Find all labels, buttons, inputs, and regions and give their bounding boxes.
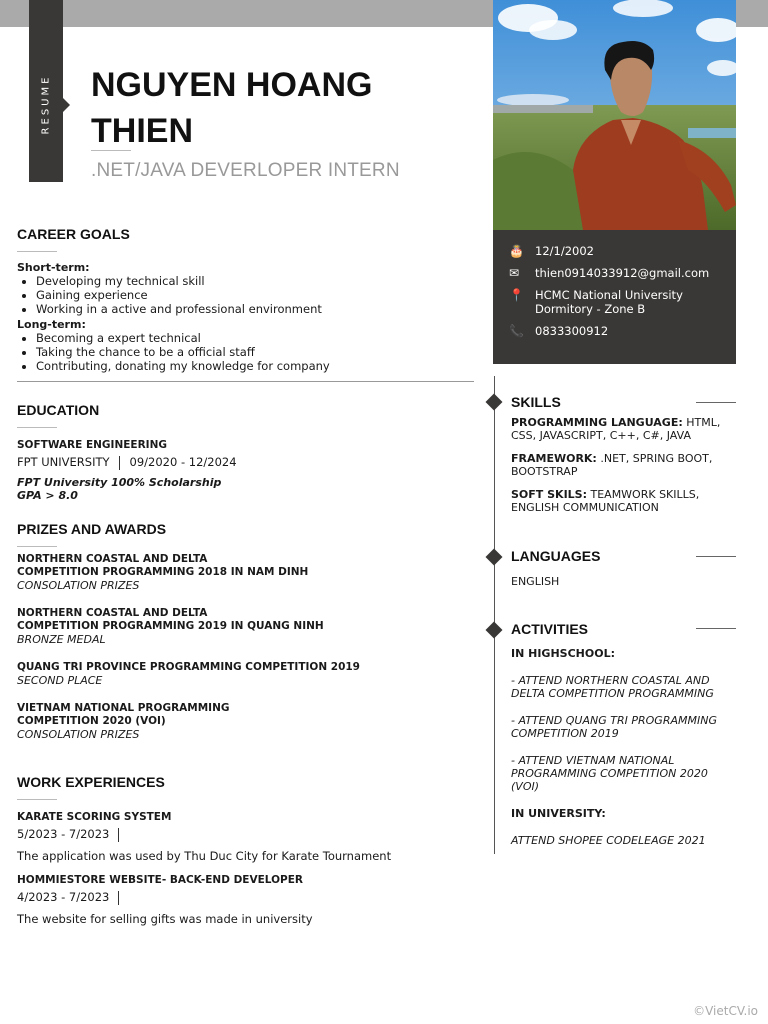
work-meta <box>17 890 477 905</box>
resume-label-box <box>29 62 63 146</box>
long-term-label: Long-term: <box>17 318 86 331</box>
work-item <box>17 811 477 863</box>
languages-rule <box>696 556 736 557</box>
work-item <box>17 874 477 926</box>
programming-skills <box>511 416 736 442</box>
address <box>535 288 683 316</box>
name-line-2: THIEN <box>91 112 193 150</box>
short-term-list <box>17 274 477 316</box>
activity-item: ATTEND SHOPEE CODELEAGE 2021 <box>511 834 706 847</box>
scholarship: FPT University 100% Scholarship <box>17 476 222 489</box>
prizes-title: PRIZES AND AWARDS <box>17 521 167 537</box>
gpa: GPA > 8.0 <box>17 489 78 502</box>
university-label-text: IN UNIVERSITY: <box>511 807 606 820</box>
soft-skills-value: TEAMWORK SKILLS, ENGLISH COMMUNICATION <box>511 488 700 514</box>
section-divider <box>17 427 57 428</box>
footer-brand[interactable]: ©VietCV.io <box>693 1004 758 1018</box>
timeline-diamond <box>486 549 503 566</box>
work-desc: The website for selling gifts was made in university <box>17 912 313 926</box>
programming-value: HTML, CSS, JAVASCRIPT, C++, C#, JAVA <box>511 416 721 442</box>
languages-title: LANGUAGES <box>511 548 601 564</box>
soft-skills-label: SOFT SKILS: <box>511 488 587 501</box>
envelope-icon: ✉ <box>509 266 520 280</box>
meta-separator <box>119 456 120 470</box>
languages-value: ENGLISH <box>511 575 560 588</box>
list-item: • Taking the chance to be a official staff <box>36 345 477 359</box>
prize-item <box>17 661 477 687</box>
cake-icon: 🎂 <box>509 244 524 258</box>
work-period: 4/2023 - 7/2023 <box>17 890 110 904</box>
meta-separator <box>118 891 119 905</box>
contact-phone <box>508 324 726 338</box>
birthday: 12/1/2002 <box>535 244 594 258</box>
prize-result: SECOND PLACE <box>17 674 103 687</box>
contact-address <box>508 288 726 316</box>
programming-label: PROGRAMMING LANGUAGE: <box>511 416 683 429</box>
prize-name-cont: COMPETITION 2020 (VOI) <box>17 715 166 727</box>
activity-item: - ATTEND NORTHERN COASTAL AND DELTA COMPETITION PROGRAMMING <box>511 674 714 700</box>
meta-separator <box>118 828 119 842</box>
prize-result: CONSOLATION PRIZES <box>17 579 140 592</box>
university-label <box>511 807 736 820</box>
education-section <box>17 402 477 502</box>
long-term-list <box>17 331 477 373</box>
education-major: SOFTWARE ENGINEERING <box>17 439 167 451</box>
name-line-1: NGUYEN HOANG <box>91 66 373 104</box>
prize-name: QUANG TRI PROVINCE PROGRAMMING COMPETITION 2019 <box>17 661 360 673</box>
highschool-label-text: IN HIGHSCHOOL: <box>511 647 615 660</box>
list-item: • Gaining experience <box>36 288 477 302</box>
contact-email <box>508 266 726 280</box>
activity-item: - ATTEND QUANG TRI PROGRAMMING COMPETITION 2019 <box>511 714 717 740</box>
highschool-label <box>511 647 736 660</box>
activity-item: - ATTEND VIETNAM NATIONAL PROGRAMMING COMPETITION 2020 (VOI) <box>511 754 708 793</box>
section-divider <box>17 546 57 547</box>
resume-label: RESUME <box>40 74 52 134</box>
work-meta <box>17 827 477 842</box>
skills-title: SKILLS <box>511 394 561 410</box>
profile-photo <box>493 0 736 230</box>
framework-skills <box>511 452 736 478</box>
skills-body <box>511 416 736 524</box>
work-title: WORK EXPERIENCES <box>17 774 165 790</box>
activities-rule <box>696 628 736 629</box>
framework-label: FRAMEWORK: <box>511 452 597 465</box>
career-goals-section <box>17 226 477 382</box>
prize-result: CONSOLATION PRIZES <box>17 728 140 741</box>
prize-name: VIETNAM NATIONAL PROGRAMMING <box>17 702 230 714</box>
education-title: EDUCATION <box>17 402 100 418</box>
prize-item <box>17 553 477 592</box>
list-item: • Working in a active and professional environment <box>36 302 477 316</box>
location-pin-icon: 📍 <box>509 288 524 302</box>
activities-body <box>511 647 736 857</box>
address-line-1: HCMC National University <box>535 288 683 302</box>
timeline-diamond <box>486 394 503 411</box>
prizes-section <box>17 521 477 741</box>
work-name: KARATE SCORING SYSTEM <box>17 811 172 823</box>
list-item: • Contributing, donating my knowledge for company <box>36 359 477 373</box>
prize-item <box>17 702 477 741</box>
name-divider <box>91 150 131 151</box>
career-goals-divider <box>17 381 474 382</box>
work-period: 5/2023 - 7/2023 <box>17 827 110 841</box>
work-name: HOMMIESTORE WEBSITE- BACK-END DEVELOPER <box>17 874 303 886</box>
framework-value: .NET, SPRING BOOT, BOOTSTRAP <box>511 452 713 478</box>
left-column <box>17 226 477 926</box>
prize-name-cont: COMPETITION PROGRAMMING 2018 IN NAM DINH <box>17 566 309 578</box>
job-title: .NET/JAVA DEVERLOPER INTERN <box>91 160 400 181</box>
soft-skills <box>511 488 736 514</box>
prize-name-cont: COMPETITION PROGRAMMING 2019 IN QUANG NINH <box>17 620 324 632</box>
list-item: • Becoming a expert technical <box>36 331 477 345</box>
work-desc: The application was used by Thu Duc City for Karate Tournament <box>17 849 392 863</box>
timeline-line <box>494 376 495 854</box>
contact-birthday <box>508 244 726 258</box>
timeline-diamond <box>486 622 503 639</box>
activities-title: ACTIVITIES <box>511 621 589 637</box>
education-meta <box>17 455 477 470</box>
prize-name: NORTHERN COASTAL AND DELTA <box>17 607 208 619</box>
phone-icon: 📞 <box>509 324 524 338</box>
section-divider <box>17 799 57 800</box>
prize-item <box>17 607 477 646</box>
short-term-label: Short-term: <box>17 261 90 274</box>
candidate-name <box>91 62 481 154</box>
work-section <box>17 774 477 926</box>
address-line-2: Dormitory - Zone B <box>535 302 646 316</box>
prize-name: NORTHERN COASTAL AND DELTA <box>17 553 208 565</box>
list-item: • Developing my technical skill <box>36 274 477 288</box>
phone[interactable]: 0833300912 <box>535 324 609 338</box>
section-divider <box>17 251 57 252</box>
skills-rule <box>696 402 736 403</box>
contact-box <box>493 230 736 364</box>
profile-photo-image <box>493 0 736 230</box>
career-goals-title: CAREER GOALS <box>17 226 130 242</box>
prize-result: BRONZE MEDAL <box>17 633 106 646</box>
education-period: 09/2020 - 12/2024 <box>129 455 237 469</box>
right-column <box>494 376 736 854</box>
email[interactable]: thien0914033912@gmail.com <box>535 266 710 280</box>
school: FPT UNIVERSITY <box>17 455 110 469</box>
